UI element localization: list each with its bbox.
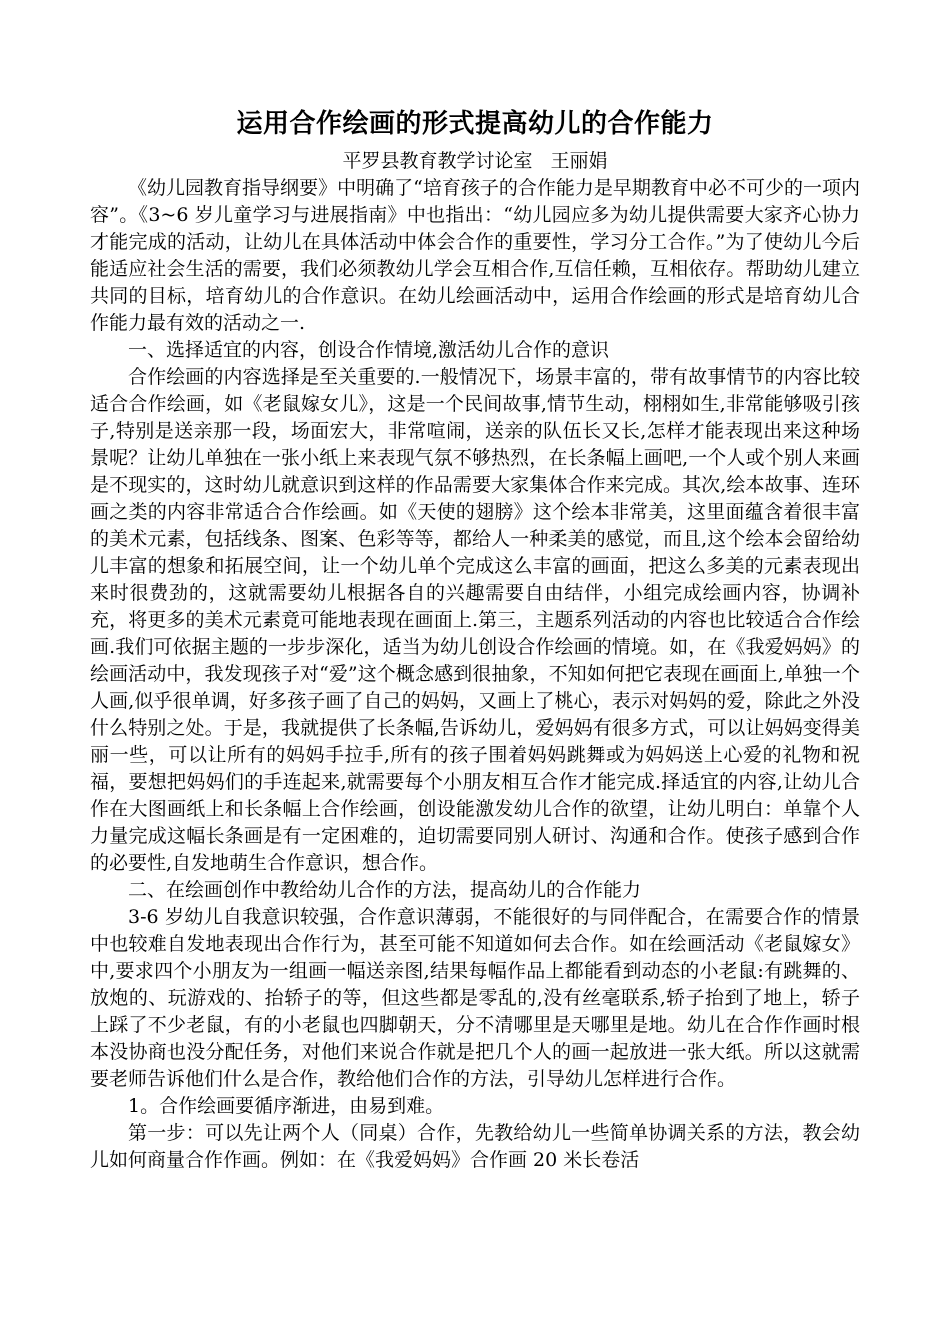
subsection-heading-1: 1。合作绘画要循序渐进，由易到难。 <box>128 1095 445 1117</box>
section-heading-2: 二、在绘画创作中教给幼儿合作的方法，提高幼儿的合作能力 <box>128 879 642 901</box>
document-author: 平罗县教育教学讨论室 王丽娟 <box>342 150 608 172</box>
document-title: 运用合作绘画的形式提高幼儿的合作能力 <box>236 109 714 139</box>
section-heading-1: 一、选择适宜的内容，创设合作情境,激活幼儿合作的意识 <box>128 339 610 361</box>
paragraph-intro: 《幼儿园教育指导纲要》中明确了“培育孩子的合作能力是早期教育中必不可少的一项内容”。《3~6 岁儿童学习与进展指南》中也指出：“幼儿园应多为幼儿提供需要大家齐心协力才能完成的活动，让幼儿在具体活动中体会合作的重要性，学习分工合作。”为了使幼儿今后能适应社会生活的需要，我们必须教幼儿学会互相合作,互信任赖，互相依存。帮助幼儿建立共同的目标，培育幼儿的合作意识。在幼儿绘画活动中，运用合作绘画的形式是培育幼儿合作能力最有效的活动之一. <box>90 177 860 334</box>
document-page <box>90 104 860 1174</box>
paragraph-step-1: 第一步：可以先让两个人（同桌）合作，先教给幼儿一些简单协调关系的方法，教会幼儿如何商量合作作画。例如：在《我爱妈妈》合作画 20 米长卷活 <box>90 1122 860 1171</box>
paragraph-section-2: 3-6 岁幼儿自我意识较强，合作意识薄弱，不能很好的与同伴配合，在需要合作的情景中也较难自发地表现出合作行为，甚至可能不知道如何去合作。如在绘画活动《老鼠嫁女》中,要求四个小朋友为一组画一幅送亲图,结果每幅作品上都能看到动态的小老鼠:有跳舞的、放炮的、玩游戏的、抬轿子的等，但这些都是零乱的,没有丝毫联系,轿子抬到了地上，轿子上踩了不少老鼠，有的小老鼠也四脚朝天，分不清哪里是天哪里是地。幼儿在合作作画时根本没协商也没分配任务，对他们来说合作就是把几个人的画一起放进一张大纸。所以这就需要老师告诉他们什么是合作，教给他们合作的方法，引导幼儿怎样进行合作。 <box>90 906 860 1090</box>
paragraph-section-1: 合作绘画的内容选择是至关重要的.一般情况下，场景丰富的，带有故事情节的内容比较适合合作绘画，如《老鼠嫁女儿》，这是一个民间故事,情节生动，栩栩如生,非常能够吸引孩子,特别是送亲那一段，场面宏大，非常喧闹，送亲的队伍长又长,怎样才能表现出来这种场景呢？让幼儿单独在一张小纸上来表现气氛不够热烈，在长条幅上画吧,一个人或个别人来画是不现实的，这时幼儿就意识到这样的作品需要大家集体合作来完成。其次,绘本故事、连环画之类的内容非常适合合作绘画。如《天使的翅膀》这个绘本非常美，这里面蕴含着很丰富的美术元素，包括线条、图案、色彩等等，都给人一种柔美的感觉，而且,这个绘本会留给幼儿丰富的想象和拓展空间，让一个幼儿单个完成这么丰富的画面，把这么多美的元素表现出来时很费劲的，这就需要幼儿根据各自的兴趣需要自由结伴，小组完成绘画内容，协调补充，将更多的美术元素竟可能地表现在画面上.第三，主题系列活动的内容也比较适合合作绘画.我们可依据主题的一步步深化，适当为幼儿创设合作绘画的情境。如，在《我爱妈妈》的绘画活动中，我发现孩子对“爱”这个概念感到很抽象，不知如何把它表现在画面上,单独一个人画,似乎很单调，好多孩子画了自己的妈妈，又画上了桃心，表示对妈妈的爱，除此之外没什么特别之处。于是，我就提供了长条幅,告诉幼儿，爱妈妈有很多方式，可以让妈妈变得美丽一些，可以让所有的妈妈手拉手,所有的孩子围着妈妈跳舞或为妈妈送上心爱的礼物和祝福，要想把妈妈们的手连起来,就需要每个小朋友相互合作才能完成.择适宜的内容,让幼儿合作在大图画纸上和长条幅上合作绘画，创设能激发幼儿合作的欲望，让幼儿明白：单靠个人力量完成这幅长条画是有一定困难的，迫切需要同别人研讨、沟通和合作。使孩子感到合作的必要性,自发地萌生合作意识，想合作。 <box>90 366 860 874</box>
